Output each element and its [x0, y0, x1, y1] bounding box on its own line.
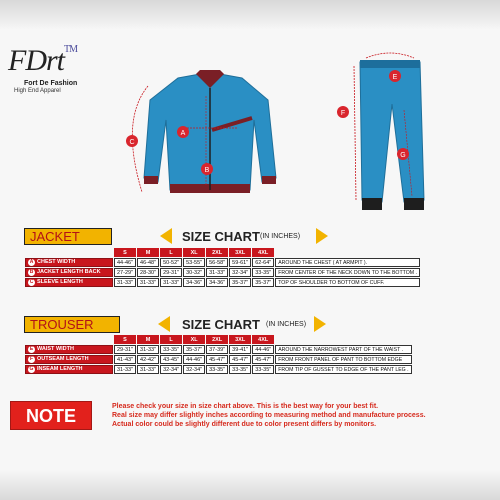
arrow-left-icon	[160, 228, 172, 244]
arrow-right-icon	[314, 316, 326, 332]
size-value-cell: 45-47"	[252, 355, 274, 364]
trouser-size-table	[24, 334, 413, 375]
logo-mark-text: FDrt	[8, 44, 64, 77]
size-value-cell: 33-35"	[160, 345, 182, 354]
table-row	[25, 345, 412, 354]
size-header: S	[114, 335, 136, 344]
measurement-description: FROM TIP OF GUSSET TO EDGE OF THE PANT LEG .	[275, 365, 411, 374]
svg-text:A: A	[180, 130, 186, 137]
trouser-marker-g	[397, 148, 409, 160]
measurement-name: CHEST WIDTH	[37, 259, 76, 265]
jacket-size-table	[24, 247, 421, 288]
size-header: S	[114, 248, 136, 257]
size-header: M	[137, 335, 159, 344]
measurement-label	[25, 278, 113, 287]
size-value-cell: 31-33"	[114, 278, 136, 287]
size-value-cell: 53-55"	[183, 258, 205, 267]
jacket-size-header-row	[25, 248, 420, 257]
size-value-cell: 31-33"	[206, 268, 228, 277]
size-value-cell: 39-41"	[229, 345, 251, 354]
arrow-right-icon	[316, 228, 328, 244]
measurement-name: INSEAM LENGTH	[37, 366, 83, 372]
trouser-section-label: TROUSER	[24, 316, 120, 333]
size-value-cell: 27-29"	[114, 268, 136, 277]
size-value-cell: 33-35"	[229, 365, 251, 374]
measurement-description: FROM CENTER OF THE NECK DOWN TO THE BOTTOM .	[275, 268, 420, 277]
size-value-cell: 32-34"	[160, 365, 182, 374]
note-line: Actual color could be slightly different due to color present differs by monitors.	[112, 421, 377, 428]
measurement-name: OUTSEAM LENGTH	[37, 356, 89, 362]
trademark-symbol: TM	[64, 44, 77, 55]
size-value-cell: 34-36"	[206, 278, 228, 287]
jacket-marker-a	[177, 126, 189, 138]
size-header: 3XL	[229, 248, 251, 257]
size-value-cell: 46-48"	[137, 258, 159, 267]
measurement-name: JACKET LENGTH BACK	[37, 269, 101, 275]
measurement-description: AROUND THE CHEST ( AT ARMPIT ).	[275, 258, 420, 267]
svg-text:G: G	[400, 152, 406, 159]
garment-illustration	[0, 0, 500, 225]
trouser-chart-title: SIZE CHART	[182, 317, 260, 332]
size-value-cell: 29-31"	[160, 268, 182, 277]
size-value-cell: 34-36"	[183, 278, 205, 287]
size-header: XL	[183, 335, 205, 344]
trouser-size-header-row	[25, 335, 412, 344]
size-header: XL	[183, 248, 205, 257]
size-header: L	[160, 248, 182, 257]
size-value-cell: 35-37"	[229, 278, 251, 287]
size-value-cell: 42-42"	[137, 355, 159, 364]
size-value-cell: 33-35"	[252, 365, 274, 374]
trouser-illustration	[354, 53, 424, 210]
size-header: 4XL	[252, 335, 274, 344]
measurement-marker-icon: F	[29, 356, 34, 362]
arrow-left-icon	[158, 316, 170, 332]
size-value-cell: 31-33"	[137, 278, 159, 287]
size-header: 3XL	[229, 335, 251, 344]
size-value-cell: 31-33"	[160, 278, 182, 287]
measurement-marker-icon: E	[29, 346, 34, 352]
size-value-cell: 45-47"	[206, 355, 228, 364]
size-value-cell: 29-31"	[114, 345, 136, 354]
size-value-cell: 31-33"	[137, 365, 159, 374]
size-value-cell: 33-35"	[252, 268, 274, 277]
size-value-cell: 32-34"	[229, 268, 251, 277]
measurement-description: TOP OF SHOULDER TO BOTTOM OF CUFF.	[275, 278, 420, 287]
size-value-cell: 62-64"	[252, 258, 274, 267]
size-value-cell: 32-34"	[183, 365, 205, 374]
size-value-cell: 28-30"	[137, 268, 159, 277]
size-value-cell: 44-46"	[252, 345, 274, 354]
size-value-cell: 56-58"	[206, 258, 228, 267]
size-value-cell: 33-35"	[206, 365, 228, 374]
size-value-cell: 59-61"	[229, 258, 251, 267]
jacket-illustration	[132, 70, 276, 193]
svg-text:C: C	[129, 139, 135, 146]
measurement-label	[25, 345, 113, 354]
measurement-label	[25, 268, 113, 277]
measurement-label	[25, 365, 113, 374]
brand-tagline: High End Apparel	[14, 88, 61, 94]
size-value-cell: 35-37"	[183, 345, 205, 354]
size-header: 4XL	[252, 248, 274, 257]
measurement-marker-icon: G	[29, 366, 34, 372]
table-row	[25, 365, 412, 374]
table-row	[25, 268, 420, 277]
jacket-marker-b	[201, 163, 213, 175]
svg-text:B: B	[204, 167, 210, 174]
measurement-label	[25, 258, 113, 267]
note-badge: NOTE	[10, 401, 92, 430]
trouser-marker-e	[389, 70, 401, 82]
jacket-marker-c	[126, 135, 138, 147]
size-value-cell: 45-47"	[229, 355, 251, 364]
jacket-chart-unit: (IN INCHES)	[260, 233, 301, 240]
size-value-cell: 31-33"	[114, 365, 136, 374]
size-header: 2XL	[206, 335, 228, 344]
size-value-cell: 43-45"	[160, 355, 182, 364]
size-value-cell: 44-46"	[183, 355, 205, 364]
svg-text:E: E	[392, 74, 398, 81]
svg-text:F: F	[340, 110, 346, 117]
measurement-marker-icon: C	[29, 279, 34, 285]
measurement-label	[25, 355, 113, 364]
trouser-chart-unit: (IN INCHES)	[266, 321, 307, 328]
size-value-cell: 41-43"	[114, 355, 136, 364]
trouser-marker-f	[337, 106, 349, 118]
size-value-cell: 30-32"	[183, 268, 205, 277]
size-value-cell: 35-37"	[252, 278, 274, 287]
brand-name: Fort De Fashion	[24, 80, 78, 87]
jacket-chart-title: SIZE CHART	[182, 229, 260, 244]
size-value-cell: 31-33"	[137, 345, 159, 354]
size-value-cell: 37-39"	[206, 345, 228, 354]
measurement-marker-icon: B	[29, 269, 34, 275]
table-row	[25, 258, 420, 267]
size-header: L	[160, 335, 182, 344]
measurement-description: AROUND THE NARROWEST PART OF THE WAIST .	[275, 345, 411, 354]
table-row	[25, 278, 420, 287]
note-text	[112, 402, 496, 429]
table-row	[25, 355, 412, 364]
size-value-cell: 44-46"	[114, 258, 136, 267]
size-header: 2XL	[206, 248, 228, 257]
note-line: Please check your size in size chart above. This is the best way for your best fit.	[112, 403, 379, 410]
size-header: M	[137, 248, 159, 257]
measurement-description: FROM FRONT PANEL OF PANT TO BOTTOM EDGE	[275, 355, 411, 364]
measurement-marker-icon: A	[29, 259, 34, 265]
measurement-name: WAIST WIDTH	[37, 346, 74, 352]
measurement-name: SLEEVE LENGTH	[37, 279, 83, 285]
note-line: Real size may differ slightly inches according to measuring method and manufacture process.	[112, 412, 426, 419]
jacket-section-label: JACKET	[24, 228, 112, 245]
size-value-cell: 50-52"	[160, 258, 182, 267]
